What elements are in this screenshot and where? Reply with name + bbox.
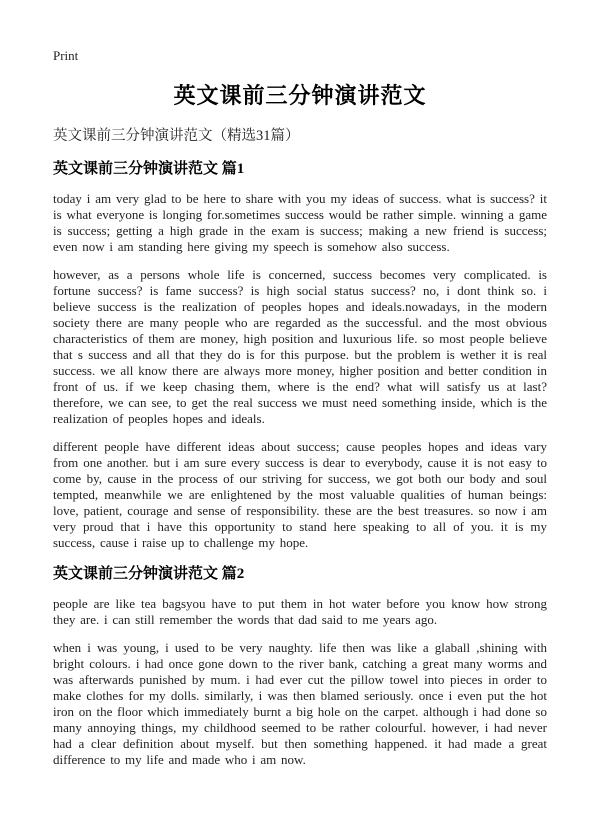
essay-1-paragraph-2: however, as a persons whole life is concerned, success becomes very complicated. is fortune success? is fame success? is high social status success? no, i dont think so. i believe success is the realization of peoples hopes and ideals.nowadays, in the modern society there are many people who are regarded as the successful. and the most obvious characteristics of them are money, high position and luxurious life. so most people believe that s success and all that they do is for this purpose. but the problem is wether it is real success. we all know there are always more money, higher position and better condition in front of us. if we keep chasing them, where is the end? what will satisfy us at last? therefore, we can see, to get the real success we must need something inside, which is the realization of peoples hopes and ideals. [53, 267, 547, 426]
essay-2-heading: 英文课前三分钟演讲范文 篇2 [53, 566, 245, 582]
essay-1-heading: 英文课前三分钟演讲范文 篇1 [53, 161, 245, 177]
essay-section-2 [53, 565, 547, 768]
page-title: 英文课前三分钟演讲范文 [173, 83, 427, 108]
essay-section-1 [53, 160, 547, 551]
print-link[interactable]: Print [53, 48, 79, 63]
essay-1-paragraph-1: today i am very glad to be here to share with you my ideas of success. what is success? it is what everyone is longing for.sometimes success would be rather simple. winning a game is success; getting a high grade in the exam is success; making a new friend is success; even now i am standing here giving my speech is somehow also success. [53, 191, 547, 254]
essay-2-paragraph-2: when i was young, i used to be very naughty. life then was like a glaball ,shining with bright colours. i had once gone down to the river bank, catching a great many worms and was afterwards punished by mum. i had ever cut the pillow towel into pieces in order to make clothes for my dolls. similarly, i was then blamed seriously. once i even put the hot iron on the floor which immediately burnt a big hole on the carpet. although i had done so many annoying things, my childhood seemed to be rather colourful. however, i had never had a clear definition about myself. but then something happened. it had made a great difference to my life and made who i am now. [53, 640, 547, 767]
collection-subtitle: 英文课前三分钟演讲范文（精选31篇） [53, 128, 300, 144]
essay-2-paragraph-1: people are like tea bagsyou have to put them in hot water before you know how strong they are. i can still remember the words that dad said to me years ago. [53, 596, 547, 627]
essay-1-paragraph-3: different people have different ideas about success; cause peoples hopes and ideas vary from one another. but i am sure every success is dear to everybody, cause it is not easy to come by, cause in the process of our striving for success, we got both our body and soul tempted, meanwhile we are enlightened by the most valuable qualities of human beings: love, patient, courage and sense of responsibility. these are the best treasures. so now i am very proud that i have this opportunity to stand here speaking to all of you. it is my success, cause i raise up to challenge my hope. [53, 439, 547, 550]
